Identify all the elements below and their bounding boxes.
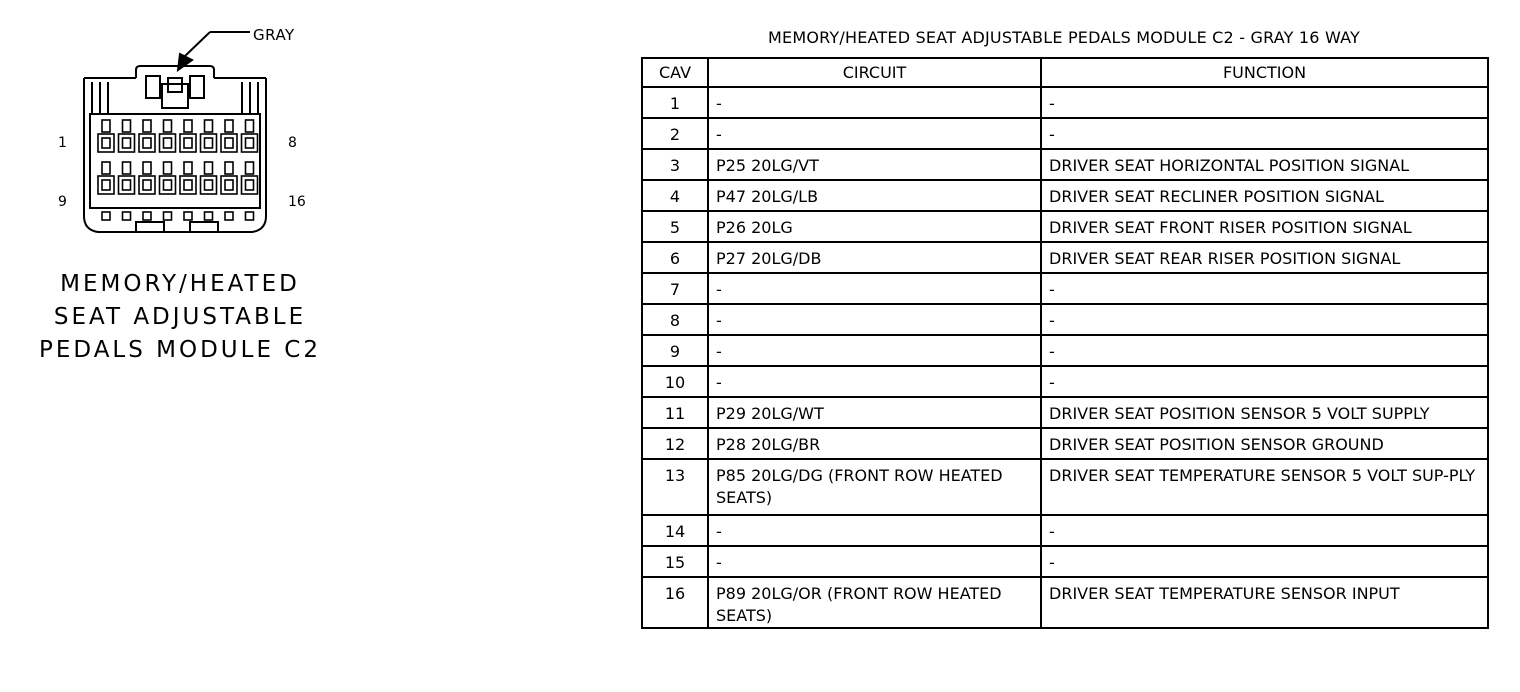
cavity: [139, 176, 155, 194]
function-cell: -: [1041, 118, 1488, 149]
function-cell: DRIVER SEAT POSITION SENSOR 5 VOLT SUPPLY: [1041, 397, 1488, 428]
table-row: [642, 304, 1488, 335]
caption-line: MEMORY/HEATED: [60, 271, 300, 297]
pin-label-16: 16: [288, 194, 306, 210]
cav-cell: 2: [642, 118, 708, 149]
circuit-cell: -: [708, 546, 1041, 577]
cavity-latch: [184, 162, 192, 174]
function-cell: DRIVER SEAT HORIZONTAL POSITION SIGNAL: [1041, 149, 1488, 180]
function-cell: DRIVER SEAT FRONT RISER POSITION SIGNAL: [1041, 211, 1488, 242]
header-function: FUNCTION: [1041, 58, 1488, 87]
cavity-latch: [205, 120, 213, 132]
table-row: [642, 546, 1488, 577]
pin-label-1: 1: [58, 135, 67, 151]
lock-tab: [164, 212, 172, 220]
cavity-terminal: [102, 138, 110, 148]
circuit-cell: -: [708, 335, 1041, 366]
function-cell: -: [1041, 366, 1488, 397]
cavity: [242, 176, 258, 194]
cavity: [242, 134, 258, 152]
lock-tab: [123, 212, 131, 220]
circuit-cell: P29 20LG/WT: [708, 397, 1041, 428]
table-row: [642, 577, 1488, 628]
cavity-terminal: [143, 138, 151, 148]
table-row: [642, 366, 1488, 397]
cav-cell: 15: [642, 546, 708, 577]
circuit-cell: -: [708, 87, 1041, 118]
cav-cell: 5: [642, 211, 708, 242]
cavity: [201, 134, 217, 152]
cavity: [221, 134, 237, 152]
cav-cell: 9: [642, 335, 708, 366]
function-cell: -: [1041, 546, 1488, 577]
cavity-terminal: [164, 180, 172, 190]
cavity-latch: [246, 162, 254, 174]
function-cell: DRIVER SEAT RECLINER POSITION SIGNAL: [1041, 180, 1488, 211]
lock-tab: [102, 212, 110, 220]
table-row: [642, 211, 1488, 242]
table-row: [642, 118, 1488, 149]
cav-cell: 3: [642, 149, 708, 180]
cavity: [180, 134, 196, 152]
pinout-table: [641, 57, 1489, 629]
circuit-cell: P25 20LG/VT: [708, 149, 1041, 180]
cavity-terminal: [184, 138, 192, 148]
circuit-cell: P47 20LG/LB: [708, 180, 1041, 211]
header-circuit: CIRCUIT: [708, 58, 1041, 87]
table-row: [642, 87, 1488, 118]
table-row: [642, 242, 1488, 273]
header-cav: CAV: [642, 58, 708, 87]
cavity-latch: [164, 162, 172, 174]
cavity-terminal: [102, 180, 110, 190]
cav-cell: 16: [642, 577, 708, 628]
circuit-cell: P28 20LG/BR: [708, 428, 1041, 459]
circuit-cell: P27 20LG/DB: [708, 242, 1041, 273]
cavity: [119, 134, 135, 152]
function-cell: -: [1041, 515, 1488, 546]
cavity-latch: [225, 162, 233, 174]
pin-label-9: 9: [58, 194, 67, 210]
function-cell: -: [1041, 304, 1488, 335]
circuit-cell: -: [708, 515, 1041, 546]
lock-tab: [143, 212, 151, 220]
table-row: [642, 515, 1488, 546]
circuit-cell: P26 20LG: [708, 211, 1041, 242]
cavity: [98, 176, 114, 194]
lock-tab: [184, 212, 192, 220]
lock-tab: [225, 212, 233, 220]
cav-cell: 1: [642, 87, 708, 118]
lock-tab: [246, 212, 254, 220]
cav-cell: 10: [642, 366, 708, 397]
cavity: [160, 176, 176, 194]
cavity-latch: [246, 120, 254, 132]
table-title: MEMORY/HEATED SEAT ADJUSTABLE PEDALS MODULE C2 - GRAY 16 WAY: [768, 28, 1360, 47]
table-row: [642, 149, 1488, 180]
cavity-terminal: [143, 180, 151, 190]
caption-line: PEDALS MODULE C2: [38, 337, 321, 363]
circuit-cell: -: [708, 366, 1041, 397]
cavity: [221, 176, 237, 194]
cavity: [139, 134, 155, 152]
cavity-latch: [123, 162, 131, 174]
connector-drawing: [40, 18, 300, 250]
cav-cell: 12: [642, 428, 708, 459]
cav-cell: 11: [642, 397, 708, 428]
cavity-terminal: [184, 180, 192, 190]
function-cell: DRIVER SEAT REAR RISER POSITION SIGNAL: [1041, 242, 1488, 273]
cav-cell: 8: [642, 304, 708, 335]
pin-label-8: 8: [288, 135, 297, 151]
circuit-cell: -: [708, 273, 1041, 304]
table-row: [642, 397, 1488, 428]
table-row: [642, 459, 1488, 515]
cav-cell: 14: [642, 515, 708, 546]
circuit-cell: P89 20LG/OR (FRONT ROW HEATED SEATS): [708, 577, 1041, 628]
cavity-terminal: [246, 180, 254, 190]
connector-caption: [30, 268, 330, 367]
cavity: [119, 176, 135, 194]
cavity: [98, 134, 114, 152]
cavity-latch: [143, 162, 151, 174]
circuit-cell: P85 20LG/DG (FRONT ROW HEATED SEATS): [708, 459, 1041, 515]
function-cell: -: [1041, 335, 1488, 366]
cavity-terminal: [123, 180, 131, 190]
table-row: [642, 428, 1488, 459]
cavity: [180, 176, 196, 194]
cavity-latch: [102, 120, 110, 132]
cav-cell: 7: [642, 273, 708, 304]
cavity-latch: [184, 120, 192, 132]
table-row: [642, 180, 1488, 211]
cavity-terminal: [225, 138, 233, 148]
cavity-latch: [225, 120, 233, 132]
cav-cell: 4: [642, 180, 708, 211]
connector-color-label: GRAY: [253, 26, 295, 44]
cavity-terminal: [205, 180, 213, 190]
circuit-cell: -: [708, 304, 1041, 335]
cavity-latch: [143, 120, 151, 132]
cavity-terminal: [205, 138, 213, 148]
table-row: [642, 273, 1488, 304]
connector-diagram: [40, 18, 306, 250]
cavity: [160, 134, 176, 152]
cavity-latch: [164, 120, 172, 132]
cavity-terminal: [123, 138, 131, 148]
function-cell: DRIVER SEAT POSITION SENSOR GROUND: [1041, 428, 1488, 459]
circuit-cell: -: [708, 118, 1041, 149]
cav-cell: 13: [642, 459, 708, 515]
cavity-latch: [102, 162, 110, 174]
function-cell: -: [1041, 273, 1488, 304]
cavity-latch: [205, 162, 213, 174]
table-row: [642, 335, 1488, 366]
function-cell: -: [1041, 87, 1488, 118]
caption-line: SEAT ADJUSTABLE: [53, 304, 307, 330]
function-cell: DRIVER SEAT TEMPERATURE SENSOR INPUT: [1041, 577, 1488, 628]
cavity-terminal: [246, 138, 254, 148]
cavity-terminal: [164, 138, 172, 148]
cavity: [201, 176, 217, 194]
cavity-latch: [123, 120, 131, 132]
cavity-terminal: [225, 180, 233, 190]
function-cell: DRIVER SEAT TEMPERATURE SENSOR 5 VOLT SUP-PLY: [1041, 459, 1488, 515]
table-header-row: [642, 58, 1488, 87]
lock-tab: [205, 212, 213, 220]
cav-cell: 6: [642, 242, 708, 273]
